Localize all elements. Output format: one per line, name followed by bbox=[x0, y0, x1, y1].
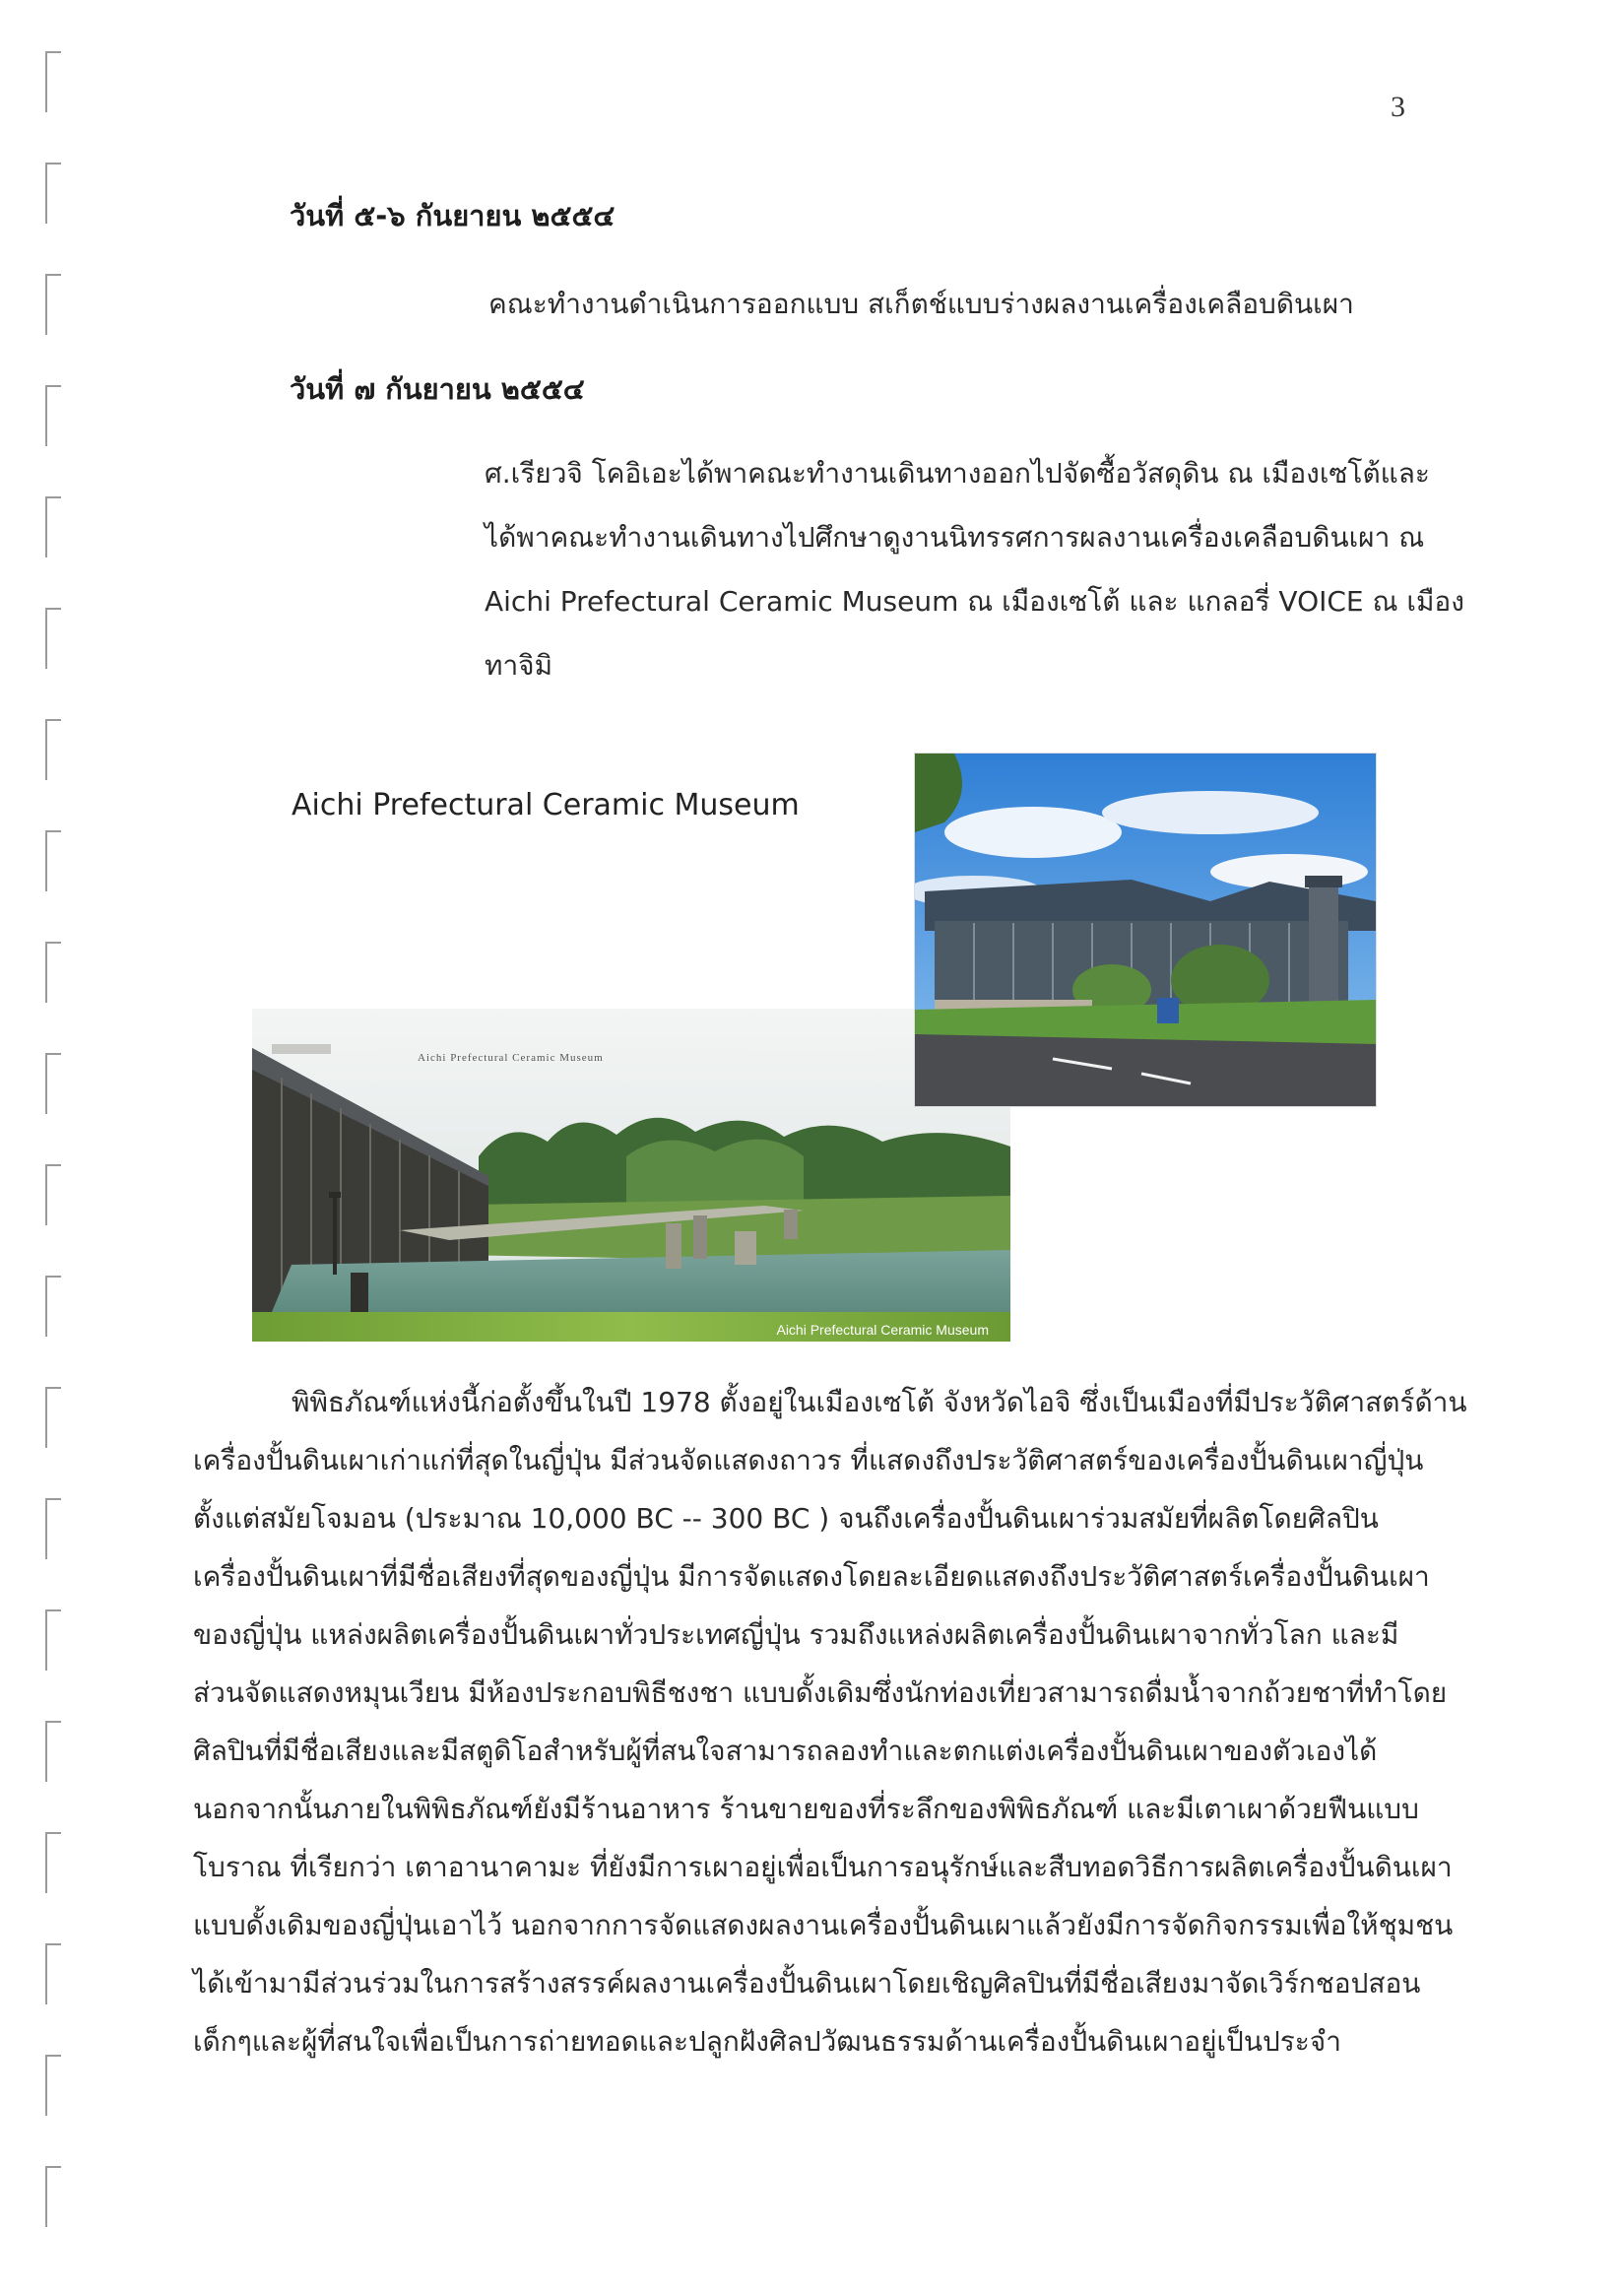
body-line: ของญี่ปุ่น แหล่งผลิตเครื่องปั้นดินเผาทั่วประเทศญี่ปุ่น รวมถึงแหล่งผลิตเครื่องปั้นดินเผาจากทั่วโลก และมี bbox=[193, 1618, 1399, 1651]
body-line: เด็กๆและผู้ที่สนใจเพื่อเป็นการถ่ายทอดและปลูกฝังศิลปวัฒนธรรมด้านเครื่องปั้นดินเผาอยู่เป็นประจำ bbox=[193, 2025, 1341, 2058]
binder-mark bbox=[45, 1609, 61, 1671]
date-heading: วันที่ ๕-๖ กันยายน ๒๕๕๔ bbox=[290, 199, 616, 232]
body-line: แบบดั้งเดิมของญี่ปุ่นเอาไว้ นอกจากการจัดแสดงผลงานเครื่องปั้นดินเผาแล้วยังมีการจัดกิจกรรมเพื่อให้ชุมชน bbox=[193, 1909, 1454, 1941]
entry-line: Aichi Prefectural Ceramic Museum ณ เมืองเซโต้ และ แกลอรี่ VOICE ณ เมือง bbox=[485, 585, 1464, 618]
entry-line: ศ.เรียวจิ โคอิเอะได้พาคณะทำงานเดินทางออกไปจัดซื้อวัสดุดิน ณ เมืองเซโต้และ bbox=[485, 457, 1430, 490]
entry-line: ได้พาคณะทำงานเดินทางไปศึกษาดูงานนิทรรศการผลงานเครื่องเคลือบดินเผา ณ bbox=[485, 521, 1425, 554]
date-heading: วันที่ ๗ กันยายน ๒๕๕๔ bbox=[290, 372, 585, 406]
binder-mark bbox=[45, 496, 61, 558]
museum-caption: Aichi Prefectural Ceramic Museum bbox=[292, 788, 800, 822]
entry-line: ทาจิมิ bbox=[485, 649, 553, 682]
binder-mark bbox=[45, 51, 61, 112]
photo-caption: Aichi Prefectural Ceramic Museum bbox=[776, 1322, 989, 1338]
binder-mark bbox=[45, 830, 61, 891]
courtyard-pond-photo bbox=[252, 1009, 1010, 1342]
building-exterior-photo bbox=[914, 753, 1377, 1107]
binder-mark bbox=[45, 274, 61, 335]
binder-mark bbox=[45, 1832, 61, 1893]
binder-mark bbox=[45, 942, 61, 1003]
body-line: ส่วนจัดแสดงหมุนเวียน มีห้องประกอบพิธีชงชา แบบดั้งเดิมซึ่งนักท่องเที่ยวสามารถดื่มน้ำจากถ้วยชาที่ทำโดย bbox=[193, 1676, 1448, 1709]
binder-mark bbox=[45, 1498, 61, 1559]
body-line: เครื่องปั้นดินเผาที่มีชื่อเสียงที่สุดของญี่ปุ่น มีการจัดแสดงโดยละเอียดแสดงถึงประวัติศาสตร์เครื่องปั้นดินเผา bbox=[193, 1560, 1430, 1593]
entry-line: คณะทำงานดำเนินการออกแบบ สเก็ตช์แบบร่างผลงานเครื่องเคลือบดินเผา bbox=[488, 288, 1354, 320]
binder-mark bbox=[45, 2055, 61, 2116]
body-line: นอกจากนั้นภายในพิพิธภัณฑ์ยังมีร้านอาหาร ร้านขายของที่ระลึกของพิพิธภัณฑ์ และมีเตาเผาด้วยฟืนแบบ bbox=[193, 1793, 1419, 1825]
entry-text bbox=[485, 441, 1464, 697]
body-line: พิพิธภัณฑ์แห่งนี้ก่อตั้งขึ้นในปี 1978 ตั้งอยู่ในเมืองเซโต้ จังหวัดไอจิ ซึ่งเป็นเมืองที่มีประวัติศาสตร์ด้าน bbox=[292, 1386, 1467, 1418]
binder-mark bbox=[45, 1387, 61, 1448]
binder-mark bbox=[45, 1164, 61, 1225]
binder-mark bbox=[45, 163, 61, 224]
body-line: ตั้งแต่สมัยโจมอน (ประมาณ 10,000 BC -- 300 BC ) จนถึงเครื่องปั้นดินเผาร่วมสมัยที่ผลิตโดยศิลปิน bbox=[193, 1502, 1379, 1535]
page-number: 3 bbox=[1391, 91, 1405, 123]
body-line: เครื่องปั้นดินเผาเก่าแก่ที่สุดในญี่ปุ่น มีส่วนจัดแสดงถาวร ที่แสดงถึงประวัติศาสตร์ของเครื่องปั้นดินเผาญี่ปุ่น bbox=[193, 1444, 1424, 1476]
binder-mark bbox=[45, 1721, 61, 1782]
binder-mark bbox=[45, 385, 61, 446]
body-line: ศิลปินที่มีชื่อเสียงและมีสตูดิโอสำหรับผู้ที่สนใจสามารถลองทำและตกแต่งเครื่องปั้นดินเผาของตัวเองได้ bbox=[193, 1735, 1378, 1767]
binder-marks bbox=[0, 0, 69, 2296]
binder-mark bbox=[45, 2166, 61, 2227]
binder-mark bbox=[45, 1053, 61, 1114]
body-line: ได้เข้ามามีส่วนร่วมในการสร้างสรรค์ผลงานเครื่องปั้นดินเผาโดยเชิญศิลปินที่มีชื่อเสียงมาจัดเวิร์กชอปสอน bbox=[193, 1967, 1421, 2000]
photo-watermark: Aichi Prefectural Ceramic Museum bbox=[418, 1052, 604, 1064]
photo-caption-bar bbox=[252, 1312, 1010, 1342]
binder-mark bbox=[45, 608, 61, 669]
binder-mark bbox=[45, 1943, 61, 2004]
binder-mark bbox=[45, 1276, 61, 1337]
body-paragraph bbox=[193, 1373, 1467, 2070]
body-line: โบราณ ที่เรียกว่า เตาอานาคามะ ที่ยังมีการเผาอยู่เพื่อเป็นการอนุรักษ์และสืบทอดวิธีการผลิตเครื่องปั้นดินเผา bbox=[193, 1851, 1453, 1883]
binder-mark bbox=[45, 719, 61, 780]
entry-text bbox=[488, 272, 1354, 336]
